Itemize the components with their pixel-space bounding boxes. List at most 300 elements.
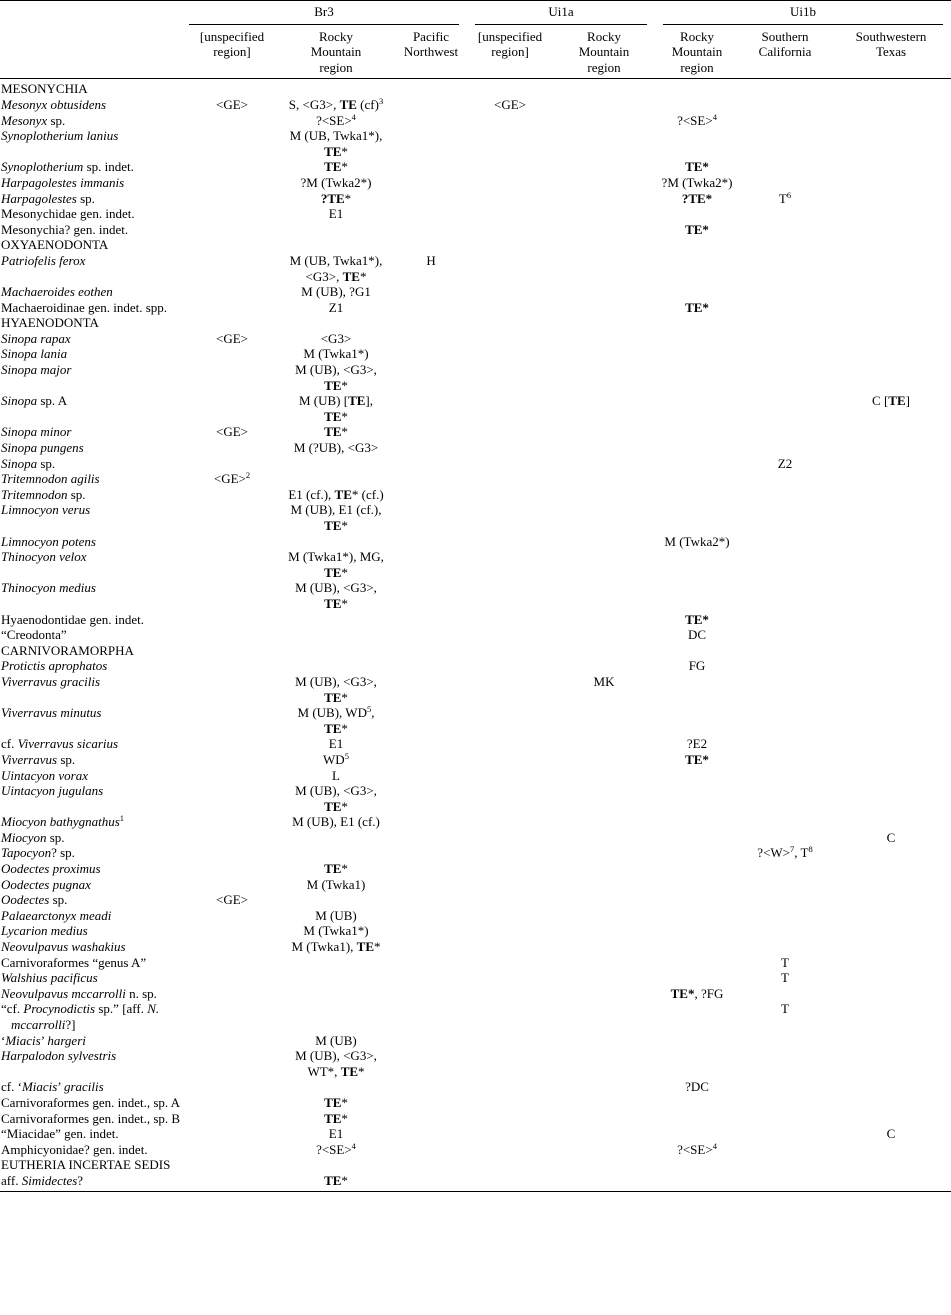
occurrence-cell bbox=[739, 300, 831, 316]
occurrence-cell bbox=[831, 471, 951, 487]
occurrence-cell bbox=[553, 768, 655, 784]
occurrence-cell bbox=[655, 1048, 739, 1079]
taxon-name: Limnocyon verus bbox=[1, 502, 91, 518]
occurrence-cell bbox=[187, 877, 277, 893]
table-row bbox=[0, 580, 951, 611]
occurrence-cell bbox=[553, 1126, 655, 1142]
table-row bbox=[0, 736, 951, 752]
occurrence-cell bbox=[553, 1173, 655, 1191]
occurrence-cell: TE* bbox=[685, 221, 709, 237]
occurrence-cell bbox=[739, 1095, 831, 1111]
occurrence-cell bbox=[831, 892, 951, 908]
occurrence-cell bbox=[739, 206, 831, 222]
occurrence-cell bbox=[655, 580, 739, 611]
occurrence-cell bbox=[553, 471, 655, 487]
section-heading: EUTHERIA INCERTAE SEDIS bbox=[1, 1157, 171, 1173]
taxon-name: Mesonychidae gen. indet. bbox=[1, 206, 135, 222]
occurrence-cell bbox=[553, 113, 655, 129]
occurrence-cell bbox=[277, 627, 395, 643]
occurrence-cell bbox=[395, 736, 467, 752]
taxon-name: Viverravus gracilis bbox=[1, 673, 101, 689]
occurrence-cell bbox=[831, 456, 951, 472]
occurrence-cell bbox=[831, 861, 951, 877]
occurrence-cell bbox=[553, 191, 655, 207]
occurrence-cell bbox=[187, 1126, 277, 1142]
occurrence-cell bbox=[187, 986, 277, 1002]
occurrence-cell bbox=[395, 705, 467, 736]
taxon-name: Mesonychia? gen. indet. bbox=[1, 221, 129, 237]
occurrence-cell bbox=[467, 1095, 553, 1111]
occurrence-cell: <GE>$^2$ bbox=[213, 470, 251, 487]
occurrence-cell bbox=[655, 1095, 739, 1111]
occurrence-cell bbox=[187, 175, 277, 191]
region-subheader: [unspecified region] bbox=[467, 25, 553, 79]
occurrence-cell bbox=[655, 253, 739, 284]
occurrence-cell bbox=[277, 892, 395, 908]
occurrence-cell bbox=[467, 113, 553, 129]
occurrence-cell bbox=[277, 456, 395, 472]
occurrence-cell: $T^6$ bbox=[778, 189, 792, 206]
occurrence-cell bbox=[553, 253, 655, 284]
occurrence-cell: ?TE* bbox=[320, 190, 352, 206]
occurrence-cell: C bbox=[886, 1126, 896, 1142]
occurrence-cell bbox=[395, 222, 467, 238]
occurrence-cell bbox=[467, 456, 553, 472]
occurrence-cell bbox=[739, 908, 831, 924]
occurrence-cell bbox=[467, 736, 553, 752]
occurrence-cell bbox=[553, 1079, 655, 1095]
table-row bbox=[0, 955, 951, 971]
occurrence-cell: T bbox=[781, 1001, 789, 1017]
occurrence-cell bbox=[739, 128, 831, 159]
occurrence-cell bbox=[187, 674, 277, 705]
occurrence-cell: ?TE* bbox=[681, 190, 713, 206]
occurrence-cell: M (UB), <G3>, TE* bbox=[295, 673, 377, 705]
occurrence-cell bbox=[655, 674, 739, 705]
occurrence-cell bbox=[395, 955, 467, 971]
occurrence-cell: H bbox=[426, 252, 436, 268]
occurrence-cell bbox=[739, 1079, 831, 1095]
occurrence-cell bbox=[831, 362, 951, 393]
occurrence-cell bbox=[187, 128, 277, 159]
occurrence-cell bbox=[553, 986, 655, 1002]
occurrence-cell bbox=[739, 424, 831, 440]
occurrence-cell bbox=[739, 1048, 831, 1079]
occurrence-cell bbox=[395, 892, 467, 908]
table-row bbox=[0, 424, 951, 440]
section-row bbox=[0, 643, 951, 659]
occurrence-cell bbox=[831, 768, 951, 784]
occurrence-cell bbox=[277, 845, 395, 861]
occurrence-cell bbox=[553, 955, 655, 971]
taxon-name: “cf. Procynodictis sp.” [aff. N. mccarrolli?] bbox=[1, 1001, 160, 1032]
table-row bbox=[0, 1111, 951, 1127]
occurrence-cell bbox=[553, 206, 655, 222]
occurrence-cell bbox=[739, 362, 831, 393]
occurrence-cell bbox=[655, 502, 739, 533]
taxon-name: Sinopa pungens bbox=[1, 440, 84, 456]
taxon-name: Protictis aprophatos bbox=[1, 658, 108, 674]
occurrence-cell bbox=[655, 1173, 739, 1191]
occurrence-cell bbox=[655, 705, 739, 736]
taxon-name: Harpalodon sylvestris bbox=[1, 1048, 117, 1064]
occurrence-cell: M (UB), $WD^5$, TE* bbox=[297, 704, 375, 736]
occurrence-cell: M (UB), <G3>, TE* bbox=[295, 783, 377, 814]
occurrence-cell bbox=[395, 674, 467, 705]
occurrence-cell bbox=[187, 284, 277, 300]
region-subheader: Rocky Mountain region bbox=[553, 25, 655, 79]
occurrence-cell bbox=[553, 705, 655, 736]
table-row bbox=[0, 1095, 951, 1111]
occurrence-cell bbox=[187, 658, 277, 674]
table-row bbox=[0, 1079, 951, 1095]
occurrence-cell bbox=[187, 955, 277, 971]
occurrence-cell bbox=[553, 970, 655, 986]
occurrence-cell bbox=[553, 736, 655, 752]
occurrence-cell bbox=[553, 284, 655, 300]
occurrence-cell bbox=[655, 549, 739, 580]
occurrence-cell: TE* bbox=[324, 1094, 348, 1110]
table-row bbox=[0, 487, 951, 503]
occurrence-cell bbox=[739, 768, 831, 784]
occurrence-cell bbox=[739, 674, 831, 705]
occurrence-cell bbox=[187, 705, 277, 736]
occurrence-cell bbox=[467, 1126, 553, 1142]
occurrence-cell bbox=[553, 331, 655, 347]
occurrence-cell bbox=[467, 1033, 553, 1049]
occurrence-cell bbox=[467, 580, 553, 611]
occurrence-cell bbox=[467, 440, 553, 456]
occurrence-cell bbox=[831, 1001, 951, 1032]
table-row bbox=[0, 1173, 951, 1191]
occurrence-cell: ?<SE>$^4$ bbox=[316, 111, 356, 128]
occurrence-cell bbox=[655, 923, 739, 939]
occurrence-cell bbox=[553, 892, 655, 908]
occurrence-cell bbox=[553, 534, 655, 550]
occurrence-cell bbox=[655, 128, 739, 159]
table-row bbox=[0, 939, 951, 955]
occurrence-cell bbox=[739, 783, 831, 814]
table-row bbox=[0, 549, 951, 580]
occurrence-cell bbox=[187, 1095, 277, 1111]
occurrence-cell bbox=[739, 1173, 831, 1191]
occurrence-cell bbox=[831, 674, 951, 705]
occurrence-cell bbox=[187, 456, 277, 472]
occurrence-cell bbox=[187, 113, 277, 129]
occurrence-cell bbox=[395, 908, 467, 924]
occurrence-cell bbox=[831, 1142, 951, 1158]
occurrence-cell bbox=[739, 1126, 831, 1142]
occurrence-cell bbox=[739, 861, 831, 877]
occurrence-cell bbox=[553, 877, 655, 893]
occurrence-cell bbox=[739, 253, 831, 284]
section-heading: MESONYCHIA bbox=[1, 81, 88, 97]
occurrence-cell bbox=[831, 253, 951, 284]
taxon-name: Neovulpavus washakius bbox=[1, 939, 126, 955]
occurrence-cell bbox=[739, 814, 831, 830]
occurrence-cell bbox=[739, 1111, 831, 1127]
occurrence-cell bbox=[739, 113, 831, 129]
occurrence-cell: TE*, ?FG bbox=[670, 985, 724, 1001]
occurrence-cell bbox=[395, 814, 467, 830]
occurrence-cell bbox=[277, 830, 395, 846]
occurrence-cell: ?E2 bbox=[686, 736, 708, 752]
group-header-ui1a: Ui1a bbox=[467, 1, 655, 25]
occurrence-cell bbox=[553, 939, 655, 955]
taxon-name: Sinopa rapax bbox=[1, 330, 71, 346]
occurrence-cell bbox=[831, 534, 951, 550]
table-row bbox=[0, 658, 951, 674]
occurrence-cell bbox=[831, 113, 951, 129]
occurrence-cell bbox=[831, 1033, 951, 1049]
taxon-name: Mesonyx sp. bbox=[1, 112, 66, 128]
occurrence-cell: T bbox=[781, 970, 789, 986]
occurrence-cell: L bbox=[332, 767, 340, 783]
occurrence-cell bbox=[655, 284, 739, 300]
occurrence-cell bbox=[831, 331, 951, 347]
occurrence-cell: T bbox=[781, 954, 789, 970]
table-row bbox=[0, 159, 951, 175]
table-row bbox=[0, 346, 951, 362]
occurrence-cell: TE* bbox=[685, 751, 709, 767]
occurrence-cell bbox=[467, 612, 553, 628]
table-row bbox=[0, 705, 951, 736]
table-row bbox=[0, 284, 951, 300]
occurrence-cell bbox=[277, 955, 395, 971]
occurrence-cell bbox=[395, 393, 467, 424]
occurrence-cell bbox=[395, 97, 467, 113]
occurrence-cell bbox=[831, 284, 951, 300]
occurrence-cell bbox=[395, 1173, 467, 1191]
region-subheader: Rocky Mountain region bbox=[277, 25, 395, 79]
occurrence-cell bbox=[187, 1111, 277, 1127]
section-row bbox=[0, 79, 951, 97]
occurrence-cell bbox=[467, 300, 553, 316]
section-row bbox=[0, 237, 951, 253]
occurrence-cell bbox=[187, 191, 277, 207]
occurrence-cell bbox=[395, 206, 467, 222]
table-row bbox=[0, 502, 951, 533]
occurrence-cell bbox=[831, 627, 951, 643]
occurrence-cell: M (UB) bbox=[315, 1032, 357, 1048]
occurrence-cell bbox=[187, 845, 277, 861]
taxon-name: Synoplotherium lanius bbox=[1, 128, 119, 144]
occurrence-cell bbox=[277, 612, 395, 628]
occurrence-cell bbox=[831, 206, 951, 222]
region-subheader: Southern California bbox=[739, 25, 831, 79]
occurrence-cell bbox=[553, 861, 655, 877]
occurrence-cell bbox=[277, 970, 395, 986]
occurrence-cell bbox=[187, 970, 277, 986]
occurrence-cell bbox=[467, 159, 553, 175]
table-row bbox=[0, 471, 951, 487]
table-row bbox=[0, 331, 951, 347]
occurrence-cell bbox=[187, 736, 277, 752]
table-row bbox=[0, 362, 951, 393]
occurrence-cell bbox=[553, 1095, 655, 1111]
occurrence-cell bbox=[655, 393, 739, 424]
occurrence-cell bbox=[277, 658, 395, 674]
taxon-name: “Creodonta” bbox=[1, 627, 67, 643]
table-row bbox=[0, 206, 951, 222]
occurrence-cell bbox=[553, 362, 655, 393]
occurrence-cell bbox=[655, 908, 739, 924]
table-row bbox=[0, 877, 951, 893]
occurrence-cell bbox=[655, 424, 739, 440]
occurrence-cell: FG bbox=[688, 658, 706, 674]
occurrence-cell bbox=[187, 861, 277, 877]
occurrence-cell bbox=[395, 986, 467, 1002]
occurrence-cell bbox=[187, 1033, 277, 1049]
occurrence-cell bbox=[831, 986, 951, 1002]
section-heading: CARNIVORAMORPHA bbox=[1, 642, 134, 658]
occurrence-cell bbox=[467, 705, 553, 736]
occurrence-cell bbox=[467, 206, 553, 222]
occurrence-cell bbox=[467, 892, 553, 908]
occurrence-cell bbox=[395, 1126, 467, 1142]
occurrence-cell bbox=[395, 128, 467, 159]
table-row bbox=[0, 783, 951, 814]
occurrence-cell bbox=[395, 1001, 467, 1032]
occurrence-cell: E1 bbox=[328, 1126, 344, 1142]
occurrence-cell bbox=[739, 331, 831, 347]
occurrence-cell bbox=[655, 970, 739, 986]
taxon-name: Amphicyonidae? gen. indet. bbox=[1, 1141, 148, 1157]
taxon-name: Carnivoraformes gen. indet., sp. A bbox=[1, 1094, 181, 1110]
occurrence-cell bbox=[739, 627, 831, 643]
occurrence-cell bbox=[739, 487, 831, 503]
table-row bbox=[0, 892, 951, 908]
occurrence-cell bbox=[739, 939, 831, 955]
occurrence-cell bbox=[187, 612, 277, 628]
occurrence-cell bbox=[395, 768, 467, 784]
occurrence-cell bbox=[187, 939, 277, 955]
table-row bbox=[0, 1048, 951, 1079]
occurrence-cell bbox=[395, 191, 467, 207]
occurrence-cell bbox=[553, 580, 655, 611]
occurrence-cell bbox=[739, 923, 831, 939]
occurrence-cell: C bbox=[886, 829, 896, 845]
occurrence-cell bbox=[739, 346, 831, 362]
occurrence-cell bbox=[739, 440, 831, 456]
table-row bbox=[0, 861, 951, 877]
occurrence-cell bbox=[553, 1111, 655, 1127]
occurrence-cell bbox=[553, 923, 655, 939]
occurrence-cell bbox=[467, 471, 553, 487]
taxon-name: Hyaenodontidae gen. indet. bbox=[1, 611, 144, 627]
occurrence-cell bbox=[395, 471, 467, 487]
region-subheader: Rocky Mountain region bbox=[655, 25, 739, 79]
occurrence-cell bbox=[553, 175, 655, 191]
occurrence-cell: ?<SE>$^4$ bbox=[677, 111, 717, 128]
occurrence-cell: MK bbox=[593, 673, 615, 689]
occurrence-cell: TE* bbox=[324, 159, 348, 175]
table-row bbox=[0, 908, 951, 924]
group-header-row bbox=[0, 1, 951, 25]
occurrence-cell bbox=[553, 1048, 655, 1079]
occurrence-cell: M (UB, Twka1*), TE* bbox=[289, 128, 383, 159]
occurrence-cell bbox=[187, 206, 277, 222]
region-subheader: Southwestern Texas bbox=[831, 25, 951, 79]
occurrence-cell bbox=[553, 627, 655, 643]
occurrence-cell bbox=[395, 346, 467, 362]
occurrence-cell bbox=[277, 1079, 395, 1095]
table-row bbox=[0, 1126, 951, 1142]
occurrence-cell bbox=[655, 331, 739, 347]
occurrence-cell bbox=[553, 128, 655, 159]
occurrence-cell: M (Twka2*) bbox=[664, 533, 730, 549]
occurrence-cell bbox=[831, 222, 951, 238]
occurrence-cell bbox=[553, 487, 655, 503]
occurrence-cell bbox=[467, 830, 553, 846]
occurrence-cell bbox=[187, 1173, 277, 1191]
occurrence-cell bbox=[553, 300, 655, 316]
taxon-name: Tritemnodon agilis bbox=[1, 471, 100, 487]
occurrence-cell bbox=[655, 346, 739, 362]
occurrence-cell bbox=[395, 300, 467, 316]
occurrence-cell bbox=[831, 658, 951, 674]
occurrence-cell bbox=[467, 424, 553, 440]
occurrence-cell bbox=[187, 1048, 277, 1079]
taxon-name: Sinopa lania bbox=[1, 346, 68, 362]
occurrence-cell: M (Twka1*), MG, TE* bbox=[288, 549, 384, 580]
table-row bbox=[0, 1142, 951, 1158]
occurrence-cell bbox=[831, 970, 951, 986]
occurrence-cell bbox=[467, 1142, 553, 1158]
occurrence-cell: TE* bbox=[324, 424, 348, 440]
subheader-row bbox=[0, 25, 951, 79]
taxon-name: Neovulpavus mccarrolli n. sp. bbox=[1, 985, 157, 1001]
occurrence-cell bbox=[553, 424, 655, 440]
taxon-name: Thinocyon medius bbox=[1, 580, 96, 596]
occurrence-cell bbox=[831, 128, 951, 159]
table-row bbox=[0, 768, 951, 784]
taxon-name: Thinocyon velox bbox=[1, 549, 87, 565]
table-row bbox=[0, 1001, 951, 1032]
occurrence-cell bbox=[187, 534, 277, 550]
occurrence-cell: M (UB), ?G1 bbox=[301, 284, 371, 300]
occurrence-cell bbox=[395, 549, 467, 580]
occurrence-cell: DC bbox=[687, 627, 707, 643]
taxon-name: Sinopa minor bbox=[1, 424, 72, 440]
occurrence-cell bbox=[655, 814, 739, 830]
taxon-name: Walshius pacificus bbox=[1, 970, 98, 986]
occurrence-cell bbox=[187, 830, 277, 846]
table-row bbox=[0, 128, 951, 159]
occurrence-cell bbox=[395, 877, 467, 893]
occurrence-cell bbox=[187, 908, 277, 924]
occurrence-cell bbox=[395, 331, 467, 347]
occurrence-cell bbox=[553, 658, 655, 674]
occurrence-cell bbox=[395, 580, 467, 611]
taxon-name: Machaeroides eothen bbox=[1, 284, 113, 300]
occurrence-cell: <GE> bbox=[494, 96, 527, 112]
occurrence-cell bbox=[739, 534, 831, 550]
occurrence-cell bbox=[395, 502, 467, 533]
occurrence-cell bbox=[831, 97, 951, 113]
table-row bbox=[0, 986, 951, 1002]
occurrence-cell bbox=[553, 783, 655, 814]
taxon-subheader-blank bbox=[0, 25, 187, 79]
occurrence-cell bbox=[395, 1079, 467, 1095]
taxon-name: Uintacyon jugulans bbox=[1, 783, 104, 799]
occurrence-cell bbox=[553, 440, 655, 456]
taxon-name: Machaeroidinae gen. indet. spp. bbox=[1, 299, 168, 315]
occurrence-cell bbox=[831, 580, 951, 611]
occurrence-cell: M (UB), E1 (cf.), TE* bbox=[290, 502, 382, 533]
group-header-br3: Br3 bbox=[187, 1, 467, 25]
occurrence-cell bbox=[187, 487, 277, 503]
